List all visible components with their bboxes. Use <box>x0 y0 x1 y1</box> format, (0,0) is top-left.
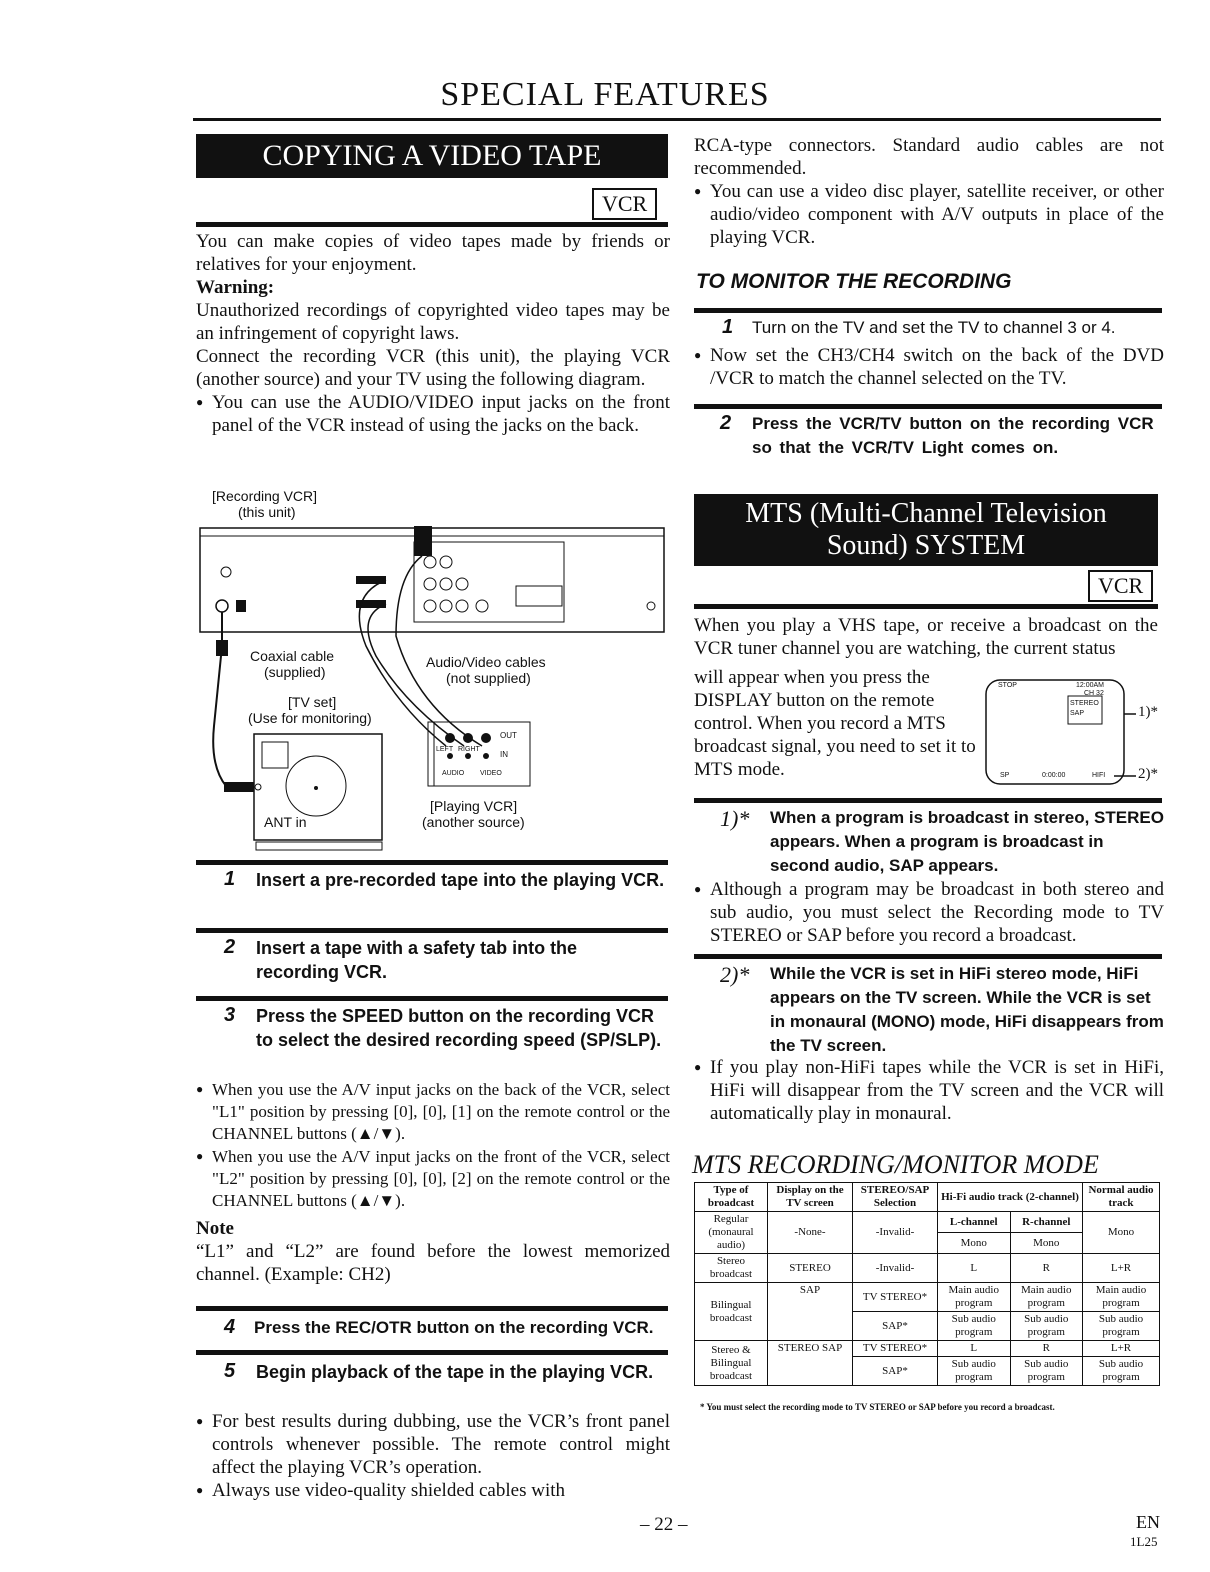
mts-rule <box>694 604 1158 609</box>
r1-lchannel: Mono <box>938 1233 1011 1254</box>
monitor-rule <box>694 308 1162 313</box>
monitor-step-2-text: Press the VCR/TV button on the recording VCR so that the VCR/TV Light comes on. <box>752 414 1154 457</box>
step-2 <box>196 936 668 984</box>
osd-hifi: HIFI <box>1092 772 1106 779</box>
r3a-normal: Main audio program <box>1083 1283 1160 1312</box>
r3b-selection: SAP* <box>853 1312 938 1341</box>
monitor-heading: TO MONITOR THE RECORDING <box>696 270 1012 293</box>
back-jacks-bullet <box>196 1078 670 1145</box>
step-1-number: 1 <box>224 868 236 890</box>
r4b-lchannel: Sub audio program <box>938 1357 1011 1386</box>
osd-time: 12:00AM <box>1076 682 1105 689</box>
mts-table-heading: MTS RECORDING/MONITOR MODE <box>692 1150 1099 1179</box>
tv-set-label: [TV set] <box>288 694 337 710</box>
r2-display: STEREO <box>768 1254 853 1283</box>
note-text: “L1” and “L2” are found before the lowest memorized channel. (Example: CH2) <box>196 1241 670 1285</box>
mts-note-2 <box>694 962 1166 1058</box>
osd-sap: SAP <box>1070 710 1085 717</box>
mts-note-1-text: When a program is broadcast in stereo, STEREO appears. When a program is broadcast in second audio, SAP appears. <box>770 808 1164 875</box>
step-2-text: Insert a tape with a safety tab into the recording VCR. <box>256 938 578 982</box>
th-display: Display on the TV screen <box>768 1183 853 1212</box>
th-type: Type of broadcast <box>695 1183 768 1212</box>
r1-selection: -Invalid- <box>853 1212 938 1254</box>
osd-counter: 0:00:00 <box>1042 772 1066 779</box>
step-4 <box>196 1316 674 1340</box>
r1-type: Regular (monaural audio) <box>695 1212 768 1254</box>
monitor-bullet <box>694 344 1164 390</box>
th-normal: Normal audio track <box>1083 1183 1160 1212</box>
stereo-bullet <box>694 878 1164 947</box>
step-1 <box>196 868 668 892</box>
coaxial-supplied-label: (supplied) <box>264 664 326 680</box>
r4-type: Stereo & Bilingual broadcast <box>695 1341 768 1386</box>
left-label: LEFT <box>436 746 454 753</box>
r4-display: STEREO SAP <box>768 1341 853 1386</box>
front-jacks-l2-text: When you use the A/V input jacks on the front of the VCR, select "L2" position by pressing [0], [0], [2] on the remote control or the CHANNEL buttons (▲/▼). <box>212 1147 670 1210</box>
connection-diagram <box>196 486 671 856</box>
copy-intro: You can make copies of video tapes made by friends or relatives for your enjoyment. <box>196 231 670 275</box>
mts-banner <box>694 494 1158 566</box>
r3-display: SAP <box>768 1283 853 1341</box>
r3b-normal: Sub audio program <box>1083 1312 1160 1341</box>
video-label: VIDEO <box>480 770 502 777</box>
step-1-text: Insert a pre-recorded tape into the playing VCR. <box>256 870 665 890</box>
note2-rule <box>694 954 1162 959</box>
monitor-step2-rule <box>694 404 1162 409</box>
mts-banner-line2: Sound) SYSTEM <box>826 530 1026 561</box>
mts-intro: When you play a VHS tape, or receive a broadcast on the VCR tuner channel you are watching, the current status <box>694 615 1158 659</box>
note1-rule <box>694 798 1162 803</box>
r3a-lchannel: Main audio program <box>938 1283 1011 1312</box>
monitor-step-2 <box>694 412 1166 460</box>
r4b-normal: Sub audio program <box>1083 1357 1160 1386</box>
mts-note-1 <box>694 806 1166 878</box>
section-rule <box>196 222 668 227</box>
r3b-lchannel: Sub audio program <box>938 1312 1011 1341</box>
warning-text: Unauthorized recordings of copyrighted video tapes may be an infringement of copyright laws. <box>196 300 670 344</box>
r3b-rchannel: Sub audio program <box>1010 1312 1083 1341</box>
step-4-text: Press the REC/OTR button on the recording VCR. <box>254 1318 654 1337</box>
dubbing-text: For best results during dubbing, use the VCR’s front panel controls whenever possible. The remote control might affect the playing VCR’s operation. <box>212 1411 670 1478</box>
copy-section-banner: COPYING A VIDEO TAPE <box>196 134 668 178</box>
step5-rule <box>196 1350 668 1355</box>
r4a-selection: TV STEREO* <box>853 1341 938 1357</box>
recording-vcr-label: [Recording VCR] <box>212 488 318 504</box>
mts-note-2-text: While the VCR is set in HiFi stereo mode, HiFi appears on the TV screen. While the VCR is set in monaural (MONO) mode, HiFi disappears from the TV screen. <box>770 964 1164 1055</box>
disc-player-bullet <box>694 180 1164 249</box>
step-5 <box>196 1360 668 1384</box>
right-label: RIGHT <box>458 746 480 753</box>
r4a-lchannel: L <box>938 1341 1011 1357</box>
rca-text: RCA-type connectors. Standard audio cables are not recommended. <box>694 135 1164 179</box>
connect-text: Connect the recording VCR (this unit), the playing VCR (another source) and your TV using the following diagram. <box>196 346 670 390</box>
ch3ch4-bullet <box>694 344 1164 390</box>
av-cables-label: Audio/Video cables <box>426 654 546 670</box>
playing-vcr-label: [Playing VCR] <box>430 798 518 814</box>
mts-banner-line1: MTS (Multi-Channel Television <box>745 498 1107 529</box>
osd-ref-2: 2)* <box>1138 766 1158 782</box>
stereo-bullet-block <box>694 878 1164 947</box>
th-hifi: Hi-Fi audio track (2-channel) <box>938 1183 1083 1212</box>
step-3-number: 3 <box>224 1004 236 1026</box>
dubbing-bullets <box>196 1410 670 1502</box>
r1-rchannel: Mono <box>1010 1233 1083 1254</box>
r2-type: Stereo broadcast <box>695 1254 768 1283</box>
table-footnote: * You must select the recording mode to TV STEREO or SAP before you record a broadcast. <box>700 1402 1055 1412</box>
r2-rchannel: R <box>1010 1254 1083 1283</box>
language-code: EN <box>1136 1512 1160 1532</box>
right-top-block <box>694 134 1164 249</box>
doc-code: 1L25 <box>1130 1534 1158 1549</box>
cables-text: Always use video-quality shielded cables with <box>212 1480 566 1501</box>
step4-rule <box>196 1306 668 1311</box>
coaxial-cable <box>213 612 226 786</box>
disc-player-text: You can use a video disc player, satellite receiver, or other audio/video component with A/V outputs in place of the playing VCR. <box>710 181 1164 248</box>
step-3 <box>196 1004 668 1052</box>
step-4-number: 4 <box>224 1316 236 1338</box>
channel-bullets <box>196 1078 670 1286</box>
this-unit-label: (this unit) <box>238 504 296 520</box>
osd-sp: SP <box>1000 772 1010 779</box>
step-3-text: Press the SPEED button on the recording VCR to select the desired recording speed (SP/SLP). <box>256 1006 662 1050</box>
back-jacks-text: When you use the A/V input jacks on the back of the VCR, select "L1" position by pressing [0], [0], [1] on the remote control or the CHANNEL buttons (▲/▼). <box>212 1080 670 1143</box>
r2-selection: -Invalid- <box>853 1254 938 1283</box>
hifi-bullet-text: If you play non-HiFi tapes while the VCR is set in HiFi, HiFi will disappear from the TV screen and the VCR will automatically play in monaural. <box>710 1057 1164 1124</box>
osd-stop: STOP <box>998 682 1017 689</box>
r3a-rchannel: Main audio program <box>1010 1283 1083 1312</box>
use-monitoring-label: (Use for monitoring) <box>248 710 372 726</box>
step3-rule <box>196 996 668 1001</box>
step-5-number: 5 <box>224 1360 236 1382</box>
ant-in-label: ANT in <box>264 814 307 830</box>
r2-lchannel: L <box>938 1254 1011 1283</box>
r4a-rchannel: R <box>1010 1341 1083 1357</box>
vcr-jack-panel <box>414 542 564 622</box>
hifi-bullet-block <box>694 1056 1164 1125</box>
page-title: SPECIAL FEATURES <box>440 76 770 113</box>
page-number: – 22 – <box>640 1514 688 1535</box>
av-not-supplied-label: (not supplied) <box>446 670 531 686</box>
audio-label: AUDIO <box>442 770 465 777</box>
th-rchannel: R-channel <box>1010 1212 1083 1233</box>
step-5-text: Begin playback of the tape in the playing VCR. <box>256 1362 654 1382</box>
th-lchannel: L-channel <box>938 1212 1011 1233</box>
r4a-normal: L+R <box>1083 1341 1160 1357</box>
r1-normal: Mono <box>1083 1212 1160 1254</box>
mts-intro-side: will appear when you press the DISPLAY button on the remote control. When you record a MTS broadcast signal, you need to set it to MTS mode. <box>694 667 976 780</box>
monitor-step-1-text: Turn on the TV and set the TV to channel 3 or 4. <box>752 318 1116 337</box>
in-label: IN <box>500 750 508 759</box>
cables-bullet <box>196 1479 670 1502</box>
r4b-rchannel: Sub audio program <box>1010 1357 1083 1386</box>
vcr-badge: VCR <box>592 188 657 220</box>
mts-vcr-badge: VCR <box>1088 570 1153 602</box>
title-divider <box>193 118 1161 121</box>
coaxial-cable-label: Coaxial cable <box>250 648 335 664</box>
hifi-bullet <box>694 1056 1164 1125</box>
ch3ch4-text: Now set the CH3/CH4 switch on the back of the DVD /VCR to match the channel selected on the TV. <box>710 345 1164 389</box>
mts-note-1-number: 1)* <box>720 806 750 831</box>
front-jacks-text: You can use the AUDIO/VIDEO input jacks on the front panel of the VCR instead of using the jacks on the back. <box>212 392 670 436</box>
osd-ref-1: 1)* <box>1138 704 1158 720</box>
out-label: OUT <box>500 731 517 740</box>
stereo-bullet-text: Although a program may be broadcast in both stereo and sub audio, you must select the Recording mode to TV STEREO or SAP before you record a broadcast. <box>710 879 1164 946</box>
monitor-step-1 <box>694 316 1166 340</box>
mts-mode-table <box>694 1182 1160 1386</box>
r4b-selection: SAP* <box>853 1357 938 1386</box>
another-source-label: (another source) <box>422 814 525 830</box>
r1-display: -None- <box>768 1212 853 1254</box>
note-label: Note <box>196 1218 234 1239</box>
copy-intro-block <box>196 230 670 437</box>
th-selection: STEREO/SAP Selection <box>853 1183 938 1212</box>
warning-label: Warning: <box>196 277 275 298</box>
osd-stereo: STEREO <box>1070 700 1099 707</box>
osd-illustration <box>984 672 1164 796</box>
r3a-selection: TV STEREO* <box>853 1283 938 1312</box>
front-jacks-bullet <box>196 391 670 437</box>
monitor-step-2-number: 2 <box>720 412 732 434</box>
monitor-step-1-number: 1 <box>722 316 734 338</box>
dubbing-bullet <box>196 1410 670 1479</box>
osd-channel: CH 32 <box>1084 690 1104 697</box>
r3-type: Bilingual broadcast <box>695 1283 768 1341</box>
step-2-number: 2 <box>224 936 236 958</box>
front-jacks-l2-bullet <box>196 1145 670 1212</box>
r2-normal: L+R <box>1083 1254 1160 1283</box>
step1-rule <box>196 860 668 865</box>
mts-note-2-number: 2)* <box>720 962 750 987</box>
step2-rule <box>196 928 668 933</box>
